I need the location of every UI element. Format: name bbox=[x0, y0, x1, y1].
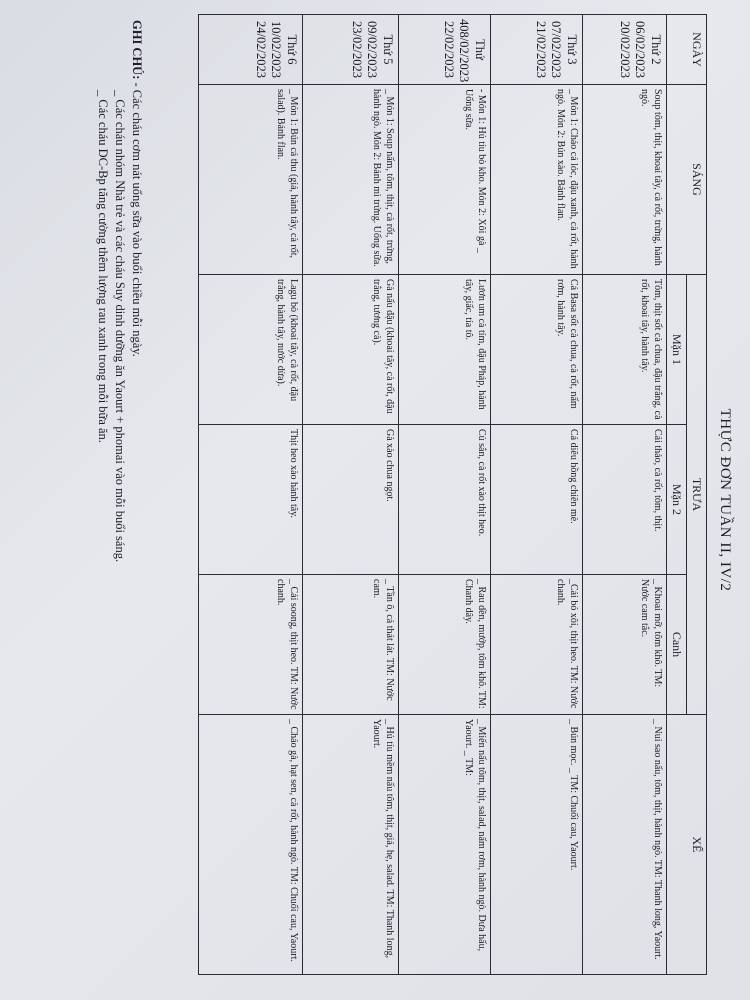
table-row bbox=[303, 15, 399, 975]
lunch-dish2-cell: Cải thảo, cà rốt, tôm, thịt. bbox=[583, 425, 667, 575]
day-cell bbox=[399, 15, 491, 85]
lunch-dish2-cell: Củ sắn, cà rốt xào thịt heo. bbox=[399, 425, 491, 575]
afternoon-cell: _ Miến nấu tôm, thịt, salad, nấm rơm, hành ngò. Dưa hấu, Yaourt. _ TM: bbox=[399, 715, 491, 975]
soup-cell: _ Cải soong, thịt heo. TM: Nước chanh. bbox=[199, 575, 303, 715]
menu-sheet bbox=[96, 0, 750, 1000]
lunch-dish1-cell: Lagu bò (khoai tây, cà rốt, đậu trắng, hành tây, nước dừa). bbox=[199, 275, 303, 425]
note-item: _ Các cháu DC-Bp tăng cường thêm lượng rau xanh trong mỗi bữa ăn. bbox=[96, 90, 111, 443]
afternoon-cell: _ Cháo gà, hạt sen, cà rốt, hành ngò. TM: Chuối cau, Yaourt. bbox=[199, 715, 303, 975]
soup-cell: _ Tần ô, cá thát lát. TM: Nước cam. bbox=[303, 575, 399, 715]
header-morning: SÁNG bbox=[667, 85, 707, 275]
header-row-1 bbox=[687, 15, 707, 975]
day-cell bbox=[199, 15, 303, 85]
morning-cell: - Món 1: Hủ tíu bò kho. Món 2: Xôi gà _ Uống sữa. bbox=[399, 85, 491, 275]
lunch-dish1-cell: Cá Basa sốt cà chua, cà rốt, nấm rơm, hành tây. bbox=[491, 275, 583, 425]
morning-cell: _ Món 1: Cháo cá lóc, đậu xanh, cà rốt, hành ngò. Món 2: Bún xào. Bánh flan. bbox=[491, 85, 583, 275]
header-lunch-dish1: Mặn 1 bbox=[667, 275, 687, 425]
day-date: 23/02/2023 bbox=[349, 21, 364, 78]
day-date: 09/02/2023 bbox=[365, 21, 380, 78]
day-date: 24/02/2023 bbox=[253, 21, 268, 78]
day-date: 408/02/2023 bbox=[457, 19, 472, 83]
day-date: 10/02/2023 bbox=[269, 21, 284, 78]
day-cell bbox=[303, 15, 399, 85]
day-date: 21/02/2023 bbox=[533, 21, 548, 78]
day-name: Thứ 3 bbox=[565, 34, 579, 65]
lunch-dish1-cell: Gà nấu đậu (khoai tây, cà rốt, đậu trắng, tương cà). bbox=[303, 275, 399, 425]
lunch-dish1-cell: Tôm, thịt sốt cà chua, đậu trắng, cà rốt, khoai tây, hành tây. bbox=[583, 275, 667, 425]
table-row bbox=[399, 15, 491, 975]
table-row bbox=[199, 15, 303, 975]
morning-cell: _ Món 1: Soup nấm, tôm, thịt, cà rốt, trứng, hành ngò. Món 2: Bánh mì trứng. Uống sữa. bbox=[303, 85, 399, 275]
header-day: NGÀY bbox=[667, 15, 707, 85]
afternoon-cell: _ Bún mọc. _ TM: Chuối cau, Yaourt. bbox=[491, 715, 583, 975]
table-row bbox=[583, 15, 667, 975]
day-name: Thứ bbox=[473, 39, 487, 60]
header-lunch-dish2: Mặn 2 bbox=[667, 425, 687, 575]
lunch-dish1-cell: Lươn um cà tím, đậu Pháp, hành tây, giấc, tía tô. bbox=[399, 275, 491, 425]
lunch-dish2-cell: Gà xào chua ngọt. bbox=[303, 425, 399, 575]
day-cell bbox=[491, 15, 583, 85]
day-name: Thứ 2 bbox=[649, 34, 663, 65]
weekly-menu-table bbox=[198, 14, 707, 975]
day-cell bbox=[583, 15, 667, 85]
morning-cell: _ Món 1: Bún cá thu (giá, hành tây, cà rốt, salad). Bánh flan. bbox=[199, 85, 303, 275]
lunch-dish2-cell: Cá diêu hồng chiên mè. bbox=[491, 425, 583, 575]
afternoon-cell: _ Nui sao nấu, tôm, thịt, hành ngò. TM: Thanh long, Yaourt. bbox=[583, 715, 667, 975]
soup-cell: _ Khoai mỡ, tôm khô. TM: Nước cam tắc. bbox=[583, 575, 667, 715]
day-name: Thứ 6 bbox=[285, 34, 299, 65]
notes-section bbox=[94, 20, 145, 980]
notes-lead: GHI CHÚ: bbox=[130, 20, 144, 80]
day-date: 22/02/2023 bbox=[441, 21, 456, 78]
header-lunch: TRƯA bbox=[687, 275, 707, 715]
morning-cell: Soup tôm, thịt, khoai tây, cà rốt, trứng, hành ngò. bbox=[583, 85, 667, 275]
day-date: 20/02/2023 bbox=[617, 21, 632, 78]
day-date: 07/02/2023 bbox=[549, 21, 564, 78]
header-soup: Canh bbox=[667, 575, 687, 715]
day-name: Thứ 5 bbox=[381, 34, 395, 65]
table-row bbox=[491, 15, 583, 975]
lunch-dish2-cell: Thịt heo xào hành tây. bbox=[199, 425, 303, 575]
soup-cell: _ Rau dền, mướp, tôm khô. TM: Chanh dây. bbox=[399, 575, 491, 715]
page-title: THỰC ĐƠN TUẦN II, IV/2 bbox=[717, 408, 733, 592]
afternoon-cell: _ Hủ tíu mềm nấu tôm, thịt, giá, hẹ, salad. TM: Thanh long, Yaourt. bbox=[303, 715, 399, 975]
header-afternoon: XẾ bbox=[667, 715, 707, 975]
day-date: 06/02/2023 bbox=[633, 21, 648, 78]
soup-cell: _Cải bó xôi, thịt heo. TM: Nước chanh. bbox=[491, 575, 583, 715]
note-item: - Các cháu cơm nát uống sữa vào buổi chiều mỗi ngày. bbox=[130, 82, 144, 357]
note-item: _ Các cháu nhóm Nhà trẻ và các cháu Suy dinh dưỡng ăn Yaourt + phomai vào mỗi buổi sáng. bbox=[113, 90, 128, 563]
